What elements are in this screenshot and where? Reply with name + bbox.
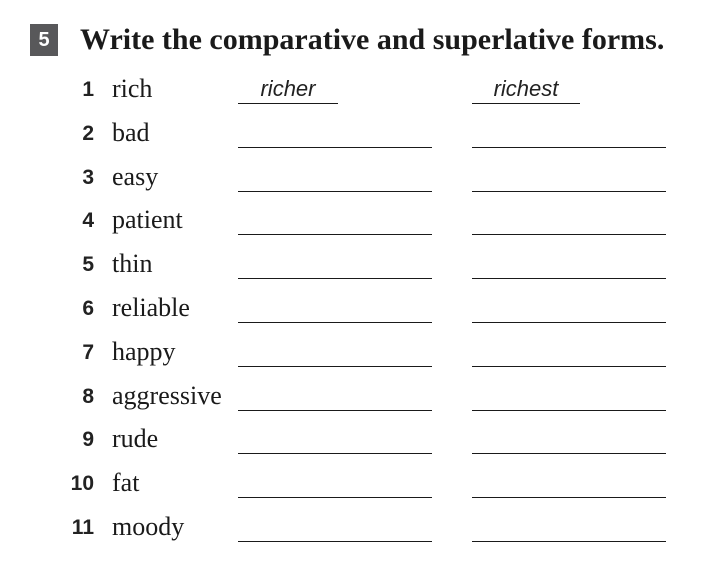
- base-adjective: thin: [112, 249, 153, 279]
- item-number: 11: [71, 515, 94, 539]
- exercise-items: [0, 68, 720, 550]
- base-adjective: aggressive: [112, 380, 222, 410]
- exercise-header: [30, 18, 710, 68]
- item-number: 6: [82, 296, 94, 320]
- exercise-row: [0, 243, 720, 287]
- item-number: 2: [82, 121, 94, 145]
- superlative-answer-line[interactable]: richest: [472, 76, 580, 104]
- superlative-answer-line[interactable]: [472, 295, 666, 323]
- exercise-row: [0, 418, 720, 462]
- base-adjective: rich: [112, 74, 153, 103]
- exercise-row: [0, 68, 720, 112]
- item-number: 4: [82, 209, 94, 233]
- comparative-answer-line[interactable]: [238, 339, 432, 367]
- comparative-answer-line[interactable]: richer: [238, 76, 338, 104]
- base-adjective: bad: [112, 117, 150, 147]
- superlative-answer-line[interactable]: [472, 207, 666, 235]
- base-adjective: patient: [112, 205, 183, 235]
- comparative-answer-line[interactable]: [238, 120, 432, 148]
- exercise-row: [0, 331, 720, 375]
- exercise-row: [0, 506, 720, 550]
- exercise-row: [0, 287, 720, 331]
- exercise-number-badge: 5: [30, 24, 58, 56]
- comparative-answer-line[interactable]: [238, 470, 432, 498]
- superlative-answer-line[interactable]: [472, 426, 666, 454]
- comparative-answer-line[interactable]: [238, 426, 432, 454]
- exercise-row: [0, 462, 720, 506]
- base-adjective: moody: [112, 511, 185, 541]
- superlative-answer-line[interactable]: [472, 470, 666, 498]
- comparative-answer-line[interactable]: [238, 514, 432, 542]
- exercise-row: [0, 199, 720, 243]
- comparative-answer-line[interactable]: [238, 383, 432, 411]
- superlative-answer-line[interactable]: [472, 164, 666, 192]
- base-adjective: rude: [112, 424, 159, 454]
- base-adjective: fat: [112, 468, 140, 498]
- item-number: 1: [82, 78, 94, 101]
- item-number: 10: [70, 472, 94, 496]
- item-number: 3: [82, 165, 94, 189]
- item-number: 5: [82, 253, 94, 277]
- item-number: 8: [82, 384, 94, 408]
- comparative-answer-line[interactable]: [238, 251, 432, 279]
- base-adjective: happy: [112, 336, 176, 366]
- superlative-answer-line[interactable]: [472, 120, 666, 148]
- item-number: 7: [82, 340, 94, 364]
- base-adjective: easy: [112, 161, 159, 191]
- comparative-answer-line[interactable]: [238, 295, 432, 323]
- comparative-answer-line[interactable]: [238, 164, 432, 192]
- superlative-answer-line[interactable]: [472, 383, 666, 411]
- exercise-instruction: Write the comparative and superlative forms.: [80, 23, 665, 56]
- comparative-answer-line[interactable]: [238, 207, 432, 235]
- exercise-row: [0, 156, 720, 200]
- base-adjective: reliable: [112, 292, 190, 322]
- exercise-row: [0, 375, 720, 419]
- item-number: 9: [82, 428, 94, 452]
- superlative-answer-line[interactable]: [472, 514, 666, 542]
- superlative-answer-line[interactable]: [472, 251, 666, 279]
- superlative-answer-line[interactable]: [472, 339, 666, 367]
- exercise-row: [0, 112, 720, 156]
